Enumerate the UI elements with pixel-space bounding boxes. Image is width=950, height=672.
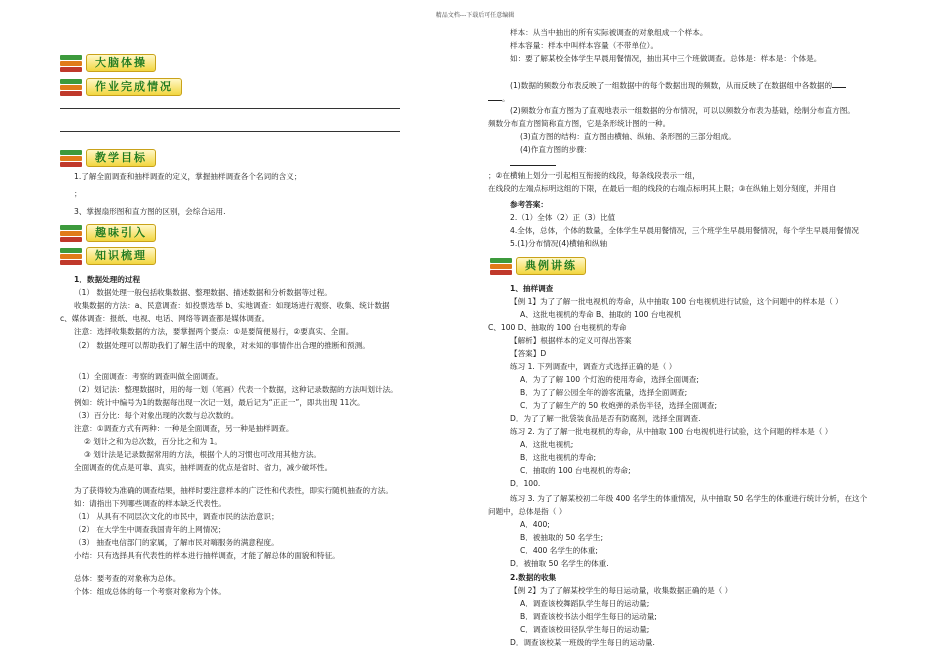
page-header-note: 精品文档---下载后可任意编辑 [435,12,515,19]
text-line: A、这批电视机的寿命 B、抽取的 100 台电视机 [520,310,682,319]
text-line: (4)作直方图的步骤： [520,145,592,154]
books-icon [58,54,84,72]
text-line: （1） 从具有不同层次文化的市民中，调查市民的法治意识； [74,512,279,521]
text-line: （3）百分比：每个对象出现的次数与总次数的。 [74,411,239,420]
text-line: （2） 数据处理可以帮助我们了解生活中的现象，对未知的事情作出合理的推断和预测。 [74,341,370,350]
text-line: 注意：①调查方式有两种：一种是全面调查，另一种是抽样调查。 [74,424,294,433]
banner-label: 大脑体操 [86,54,156,72]
text-line: 总体：要考查的对象称为总体。 [74,574,181,583]
text-line: A．调查该校舞蹈队学生每日的运动量; [520,599,650,608]
text-line: 【解析】根据样本的定义可得出答案 [510,336,632,345]
text-line: ；②在横轴上划分一引起相互衔接的线段，每条线段表示一组， [488,171,700,180]
answer-title: 参考答案： [510,200,548,209]
text-line: 5.(1)分布情况(4)横轴和纵轴 [510,239,608,248]
text-line: 收集数据的方法：a、民意调查：如投票选举 b、实地调查：如现场进行观察、收集、统计数据 [74,301,390,310]
text-line: C、100 D、抽取的 100 台电视机的寿命 [488,323,627,332]
text-line: 频数分布直方图简称直方图，它是条形统计图的一种。 [488,119,671,128]
answer-line [60,131,400,132]
books-icon [488,257,514,275]
text-line: 【答案】D [510,349,547,358]
banner-label: 典例讲练 [516,257,586,275]
banner-examples [488,257,586,275]
text-line: D．调查该校某一班级的学生每日的运动量. [510,638,655,647]
text-line: A．这批电视机; [520,440,574,449]
text-line: ③ 划计法是记录数据常用的方法，根据个人的习惯也可改用其他方法。 [84,450,322,459]
text-line: （3） 抽查电信部门的家属，了解市民对嗨服务的满意程度。 [74,538,279,547]
goal-1: 1.了解全面调查和抽样调查的定义，掌握抽样调查各个名词的含义； [74,172,302,181]
text-line: C．调查该校田径队学生每日的运动量; [520,625,650,634]
text-line: 在线段的左端点标明这组的下限，在最后一组的线段的右端点标明其上限；③在纵轴上划分刻度，并用自 [488,184,837,193]
books-icon [58,247,84,265]
text-line: 个体：组成总体的每一个考察对象称为个体。 [74,587,226,596]
text-line: 2.（1）全体（2）正（3）比值 [510,213,616,222]
text-line: c、媒体调查：报纸、电视、电话、网络等调查都是媒体调查。 [60,314,270,323]
text-line: (3)直方图的结构：直方图由横轴、纵轴、条形图的三部分组成。 [520,132,736,141]
banner-knowledge [58,247,156,265]
text-line: A．为了了解 100 个灯泡的使用寿命，选择全面调查; [520,375,699,384]
banner-teaching-goals [58,149,156,167]
text-line: 例如：统计中编号为1的数据每出现一次记一划，最后记为“正正一”，即共出现 11次。 [74,398,365,407]
text-line: （2） 在大学生中调查我国青年的上网情况； [74,525,226,534]
text-line: 。 [488,93,510,104]
text-line: （2）划记法：整理数据时，用的每一划（笔画）代表一个数据，这种记录数据的方法叫划计法。 [74,385,398,394]
text-line: （1） 数据处理一般包括收集数据、整理数据、描述数据和分析数据等过程。 [74,288,332,297]
text-line: D．为了了解一批袋装食品是否有防腐剂，选择全面调查. [510,414,701,423]
text-line: 注意：选择收集数据的方法，要掌握两个要点：①是要简便易行，②要真实、全面。 [74,327,354,336]
text-line: B．为了了解公园全年的游客流量，选择全面调查; [520,388,688,397]
text-line: 样本容量：样本中叫样本容量（不带单位）。 [510,41,659,50]
text-line: 问题中，总体是指（ ） [488,507,567,516]
books-icon [58,78,84,96]
text-line: (1)数据的频数分布表反映了一组数据中的每个数据出现的频数，从而反映了在数据组中各数据的 [510,80,846,91]
banner-label: 教学目标 [86,149,156,167]
books-icon [58,224,84,242]
text-line: (2)频数分布直方图为了直观地表示一组数据的分布情况，可以以频数分布表为基础，绘制分布直方图。 [510,106,855,115]
text-line: A．400; [520,520,550,529]
goal-2: ； [74,189,82,198]
text-line: 如：要了解某校全体学生早晨用餐情况，抽出其中三个班做调查。总体是：样本是：个体是。 [510,54,822,63]
text-line: 样本：从当中抽出的所有实际被调查的对象组成一个样本。 [510,28,708,37]
text-line: ② 划计之和为总次数，百分比之和为 1。 [84,437,222,446]
banner-label: 作业完成情况 [86,78,182,96]
text-line: 小结：只有选择具有代表性的样本进行抽样调查，才能了解总体的面貌和特征。 [74,551,340,560]
text-line: C．抽取的 100 台电视机的寿命; [520,466,631,475]
section-title: 1、抽样调查 [510,284,554,293]
goal-3: 3、掌握扇形图和直方图的区别，会综合运用. [74,207,226,216]
text-line: 【例 1】为了了解一批电视机的寿命，从中抽取 100 台电视机进行试验，这个问题中的样本是（ ） [510,297,843,306]
banner-homework [58,78,182,96]
text-line: 为了获得较为准确的调查结果，抽样时要注意样本的广泛性和代表性，即实行随机抽查的方法。 [74,486,393,495]
text-line: 如：请指出下列哪些调查的样本缺乏代表性。 [74,499,226,508]
books-icon [58,149,84,167]
section-title: 1．数据处理的过程 [74,275,141,284]
banner-brain-exercise [58,54,156,72]
text-line: 练习 3. 为了了解某校初二年级 400 名学生的体重情况，从中抽取 50 名学生的体重进行统计分析，在这个 [510,494,868,503]
text-line: B．这批电视机的寿命; [520,453,597,462]
text-line: 练习 1. 下列调查中，调查方式选择正确的是（ ） [510,362,677,371]
text-line: C．为了了解生产的 50 枚炮弹的杀伤半径，选择全面调查; [520,401,718,410]
text-line: B．被抽取的 50 名学生; [520,533,604,542]
text-line: D．100. [510,479,541,488]
banner-label: 趣味引入 [86,224,156,242]
banner-label: 知识梳理 [86,247,156,265]
text-line: 4.全体，总体，个体的数量，全体学生早晨用餐情况，三个班学生早晨用餐情况，每个学生早晨用餐情况 [510,226,859,235]
text-line: D．被抽取 50 名学生的体重. [510,559,609,568]
text-line: 练习 2. 为了了解一批电视机的寿命，从中抽取 100 台电视机进行试验，这个问题的样本是（ ） [510,427,833,436]
text-line: C．400 名学生的体重; [520,546,598,555]
text-line: 全面调查的优点是可靠、真实，抽样调查的优点是省时、省力，减少破坏性。 [74,463,333,472]
answer-line [60,108,400,109]
section-title: 2.数据的收集 [510,573,557,582]
text-line: （1）全面调查：考察的调查叫做全面调查。 [74,372,224,381]
text-line: B．调查该校书法小组学生每日的运动量; [520,612,657,621]
banner-intro [58,224,156,242]
text-line [510,158,556,169]
text-line: 【例 2】为了了解某校学生的每日运动量，收集数据正确的是（ ） [510,586,733,595]
